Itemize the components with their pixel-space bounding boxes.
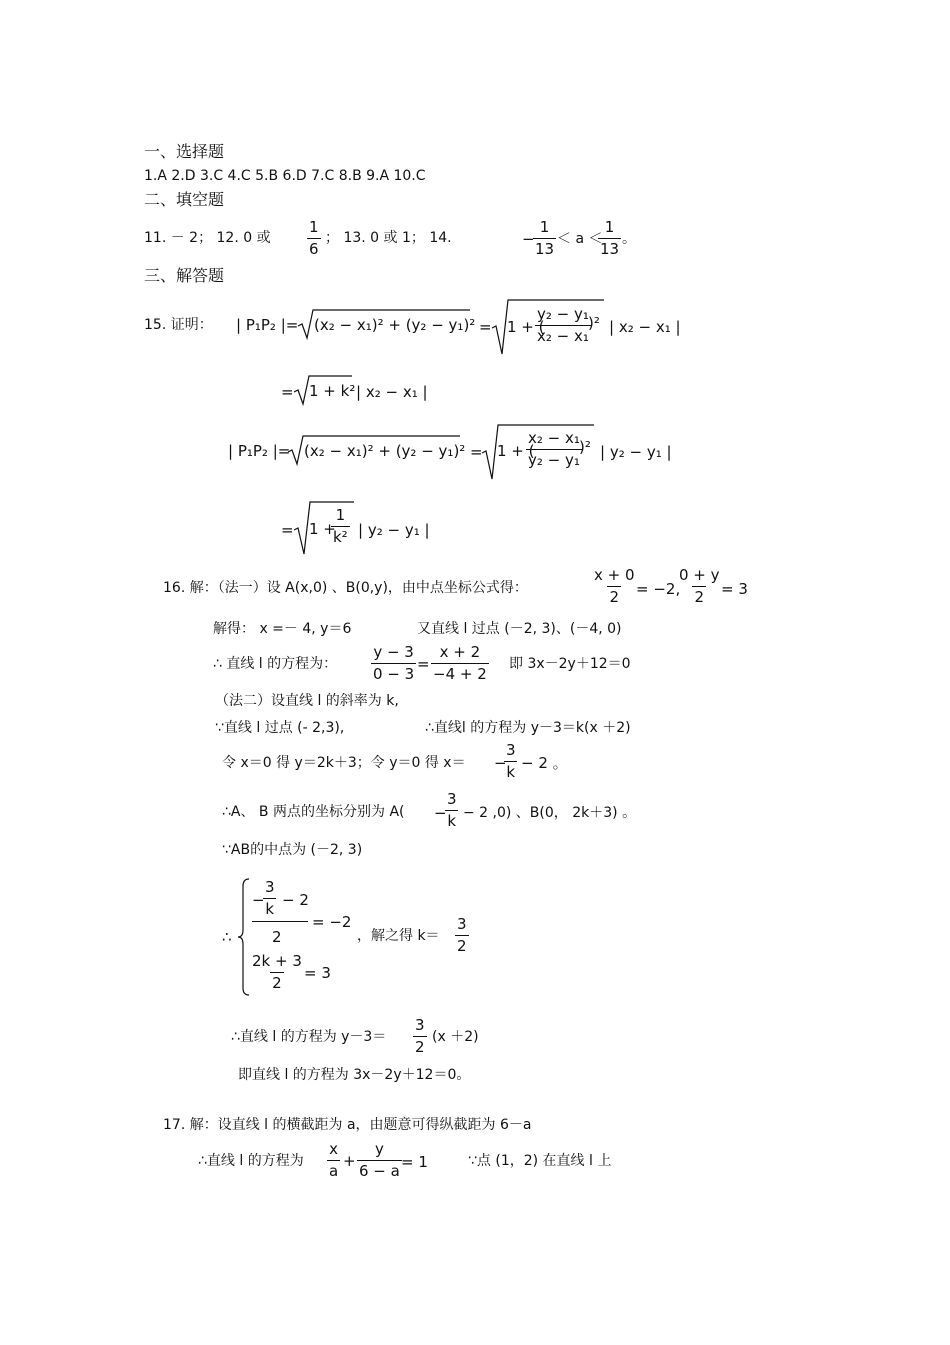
q17-line-1: 17. 解：设直线 l 的横截距为 a，由题意可得纵截距为 6－a	[163, 1117, 532, 1133]
q16-line-2a: 解得： x =－ 4, y＝6	[213, 621, 352, 637]
q16-line-7b: − 2 ,0) 、B(0， 2k＋3) 。	[463, 805, 637, 821]
equation: = 3	[721, 580, 748, 598]
equation: = −2,	[636, 580, 681, 598]
abs-term: | y₂ − y₁ |	[358, 521, 430, 539]
q16-line-2b: 又直线 l 过点 (－2, 3)、(－4, 0)	[417, 621, 622, 637]
one-over-k-squared: $\frac{1}{\text{k²}}$	[333, 506, 348, 546]
equals-sign: =	[479, 318, 492, 336]
q15-lhs: | P₁P₂ |=	[236, 316, 299, 334]
q16-line-9b: (x ＋2)	[432, 1029, 479, 1045]
minus-two: − 2	[282, 891, 309, 909]
three-halves: $\frac{3}{2}$	[415, 1016, 425, 1056]
q16-line-3a: ∴ 直线 l 的方程为：	[213, 656, 338, 672]
inequality: ＜ a ＜	[557, 231, 603, 247]
abs-term: | x₂ − x₁ |	[356, 383, 428, 401]
minus-sign: −	[252, 891, 265, 909]
fraction-bar	[252, 921, 308, 922]
radicand-suffix: )²	[588, 314, 600, 332]
section-heading-solve: 三、解答题	[144, 266, 225, 285]
equals-sign: =	[281, 383, 294, 401]
q15-lhs-2: | P₁P₂ |=	[228, 442, 291, 460]
q17-line-2a: ∴直线 l 的方程为	[198, 1153, 304, 1169]
equation-rhs: = 3	[304, 964, 331, 982]
solve-text: ，解之得 k＝	[357, 928, 440, 944]
q16-line-3b: 即 3x－2y＋12＝0	[509, 656, 631, 672]
period: 。	[622, 231, 636, 247]
section-heading-fill: 二、填空题	[144, 190, 225, 209]
radicand-prefix: 1 + (	[497, 442, 535, 460]
denominator: 2	[272, 928, 282, 946]
radicand-suffix: )²	[579, 438, 591, 456]
minus-sign: −	[434, 804, 447, 822]
fill-answers-13-14: ； 13. 0 或 1； 14.	[325, 230, 452, 246]
equation-rhs: = −2	[312, 913, 352, 931]
plus-sign: +	[343, 1152, 356, 1170]
therefore-sign: ∴	[222, 928, 232, 946]
minus-sign: −	[494, 754, 507, 772]
three-over-k-2: $\frac{3}{k}$	[447, 790, 457, 830]
q17-line-2b: ∵点 (1，2) 在直线 l 上	[468, 1153, 612, 1169]
k-value-fraction: $\frac{3}{2}$	[457, 915, 467, 955]
q16-line-6b: − 2 。	[521, 754, 568, 772]
equals-sign: =	[470, 443, 483, 461]
slope-fraction: $\frac{\text{y₂ − y₁}}{\text{x₂ − x₁}}$	[537, 305, 589, 345]
q16-line-5a: ∵直线 l 过点 (- 2,3),	[215, 720, 345, 736]
q16-line-9a: ∴直线 l 的方程为 y－3＝	[231, 1029, 387, 1045]
q16-line-1: 16. 解：（法一）设 A(x,0) 、B(0,y)，由中点坐标公式得：	[163, 580, 528, 596]
q15-radicand: (x₂ − x₁)² + (y₂ − y₁)²	[314, 316, 476, 334]
three-over-k-3: $\frac{3}{k}$	[265, 878, 275, 918]
radicand-prefix: 1 +	[309, 520, 336, 538]
q16-line-7a: ∴A、 B 两点的坐标分别为 A(	[222, 804, 405, 820]
q16-line-10: 即直线 l 的方程为 3x－2y＋12＝0。	[238, 1067, 471, 1083]
midpoint-x-fraction: $\frac{x + 0}{2}$	[594, 566, 635, 606]
equals-sign: =	[281, 521, 294, 539]
fraction-one-thirteenth-2: $\frac{1}{13}$	[600, 218, 620, 258]
equals-sign: =	[417, 655, 430, 673]
minus-sign: −	[522, 230, 535, 248]
fraction-one-sixth: $\frac{1}{6}$	[309, 218, 319, 258]
q15-label: 15. 证明：	[144, 317, 213, 333]
radicand-prefix: 1 + (	[507, 318, 545, 336]
two-point-fraction-y: $\frac{y - 3}{0 - 3}$	[373, 643, 415, 683]
y-over-six-minus-a: $\frac{y}{6 - a}$	[359, 1140, 400, 1180]
left-brace	[238, 878, 250, 996]
fill-answers-11-12: 11. － 2； 12. 0 或	[144, 230, 271, 246]
q16-line-5b: ∴直线l 的方程为 y－3＝k(x ＋2)	[425, 720, 631, 736]
radicand: (x₂ − x₁)² + (y₂ − y₁)²	[304, 442, 466, 460]
q16-line-6a: 令 x＝0 得 y＝2k＋3；令 y＝0 得 x＝	[222, 755, 466, 771]
q16-line-8: ∵AB的中点为 (－2, 3)	[222, 842, 363, 858]
x-over-a: $\frac{x}{a}$	[329, 1140, 339, 1180]
system-eq-2-fraction: $\frac{2k + 3}{2}$	[252, 952, 302, 992]
abs-term: | x₂ − x₁ |	[609, 318, 681, 336]
choice-answers: 1.A 2.D 3.C 4.C 5.B 6.D 7.C 8.B 9.A 10.C	[144, 168, 426, 184]
q16-line-4: （法二）设直线 l 的斜率为 k,	[215, 693, 399, 709]
radicand: 1 + k²	[309, 382, 356, 400]
abs-term: | y₂ − y₁ |	[600, 443, 672, 461]
three-over-k: $\frac{3}{k}$	[506, 741, 516, 781]
two-point-fraction-x: $\frac{x + 2}{-4 + 2}$	[433, 643, 487, 683]
equals-one: = 1	[401, 1153, 428, 1171]
fraction-one-thirteenth: $\frac{1}{13}$	[535, 218, 555, 258]
midpoint-y-fraction: $\frac{0 + y}{2}$	[679, 566, 720, 606]
section-heading-choice: 一、选择题	[144, 142, 225, 161]
inverse-slope-fraction: $\frac{\text{x₂ − x₁}}{\text{y₂ − y₁}}$	[528, 429, 580, 469]
